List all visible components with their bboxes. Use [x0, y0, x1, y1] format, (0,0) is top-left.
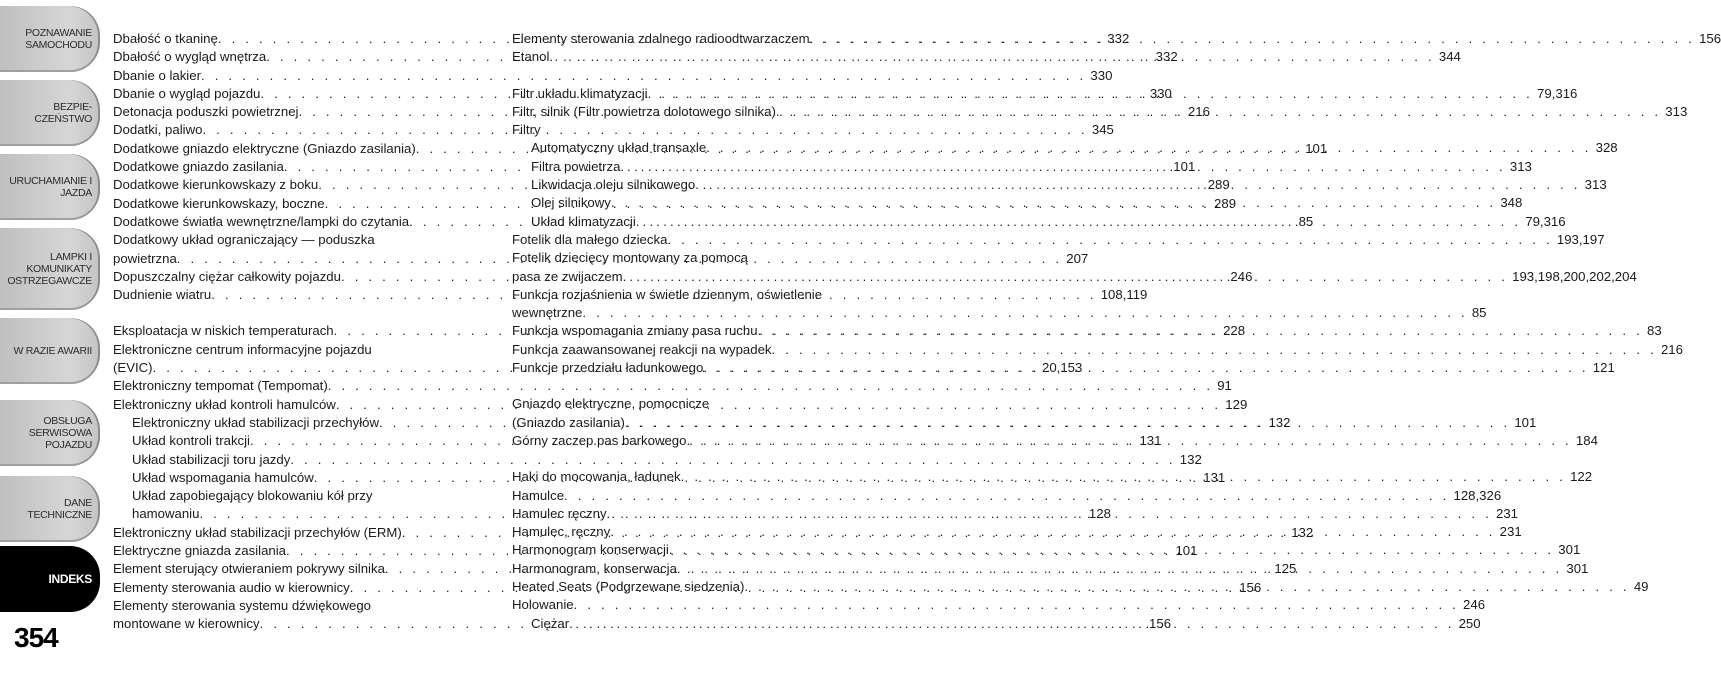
- index-term: Układ wspomagania hamulców: [132, 469, 314, 485]
- index-entry[interactable]: [113, 231, 493, 249]
- index-term: Filtra powietrza: [531, 158, 621, 174]
- index-page-ref[interactable]: 332: [1107, 31, 1130, 46]
- index-term: Dopuszczalny ciężar całkowity pojazdu: [113, 268, 341, 284]
- index-term: Elektroniczny układ stabilizacji przechyłów (ERM): [113, 524, 402, 540]
- index-entry[interactable]: [512, 596, 1486, 614]
- index-page-ref[interactable]: 121: [1592, 360, 1615, 376]
- dot-leader: [744, 578, 1629, 596]
- chapter-tab-label: LAMPKI I KOMUNIKATY OSTRZEGAWCZE: [7, 251, 92, 287]
- page-number: 354: [14, 622, 58, 653]
- index-term: Górny zaczep pas barkowego: [512, 432, 687, 448]
- index-entry[interactable]: [113, 487, 493, 505]
- dot-leader: [574, 596, 1459, 614]
- chapter-tab-label: INDEKS: [48, 572, 92, 586]
- section-gap: [512, 67, 892, 85]
- index-entry[interactable]: [113, 597, 493, 615]
- index-page-ref[interactable]: 131: [1139, 433, 1162, 449]
- index-page-ref[interactable]: 132: [1179, 451, 1202, 467]
- index-entry[interactable]: [113, 67, 1113, 85]
- index-entry[interactable]: [512, 249, 892, 267]
- dot-leader: [677, 560, 1562, 578]
- index-term: Dbałość o tkaninę: [113, 31, 218, 46]
- chapter-tab-2[interactable]: [0, 154, 100, 220]
- index-term: Układ stabilizacji toru jazdy: [132, 451, 291, 467]
- index-term: Fotelik dla małego dziecka: [512, 231, 668, 247]
- index-page-ref[interactable]: 313: [1584, 177, 1607, 193]
- index-term: Dodatki, paliwo: [113, 122, 203, 138]
- index-term: Dodatkowe gniazdo elektryczne (Gniazdo zasilania): [113, 140, 416, 156]
- index-term: (Gniazdo zasilania): [512, 414, 625, 430]
- index-term: Olej silnikowy: [531, 195, 611, 211]
- index-term: Filtr, silnik (Filtr powietrza dolotowego silnika): [512, 103, 776, 119]
- index-page-ref[interactable]: 313: [1509, 158, 1532, 174]
- index-term: Etanol: [512, 49, 550, 65]
- index-term: powietrzna: [113, 250, 177, 266]
- index-page-ref[interactable]: 216: [1187, 104, 1210, 120]
- index-term: Haki do mocowania, ładunek: [512, 469, 681, 485]
- index-term: Funkcja wspomagania zmiany pasa ruchu: [512, 323, 758, 339]
- index-entry[interactable]: [113, 451, 1202, 469]
- dot-leader: [776, 103, 1661, 121]
- index-term: Automatyczny układ transaxle: [531, 140, 707, 156]
- index-term: wewnętrzne: [512, 305, 583, 321]
- index-page-ref[interactable]: 125: [1274, 561, 1297, 577]
- index-term: Hamulec ręczny: [512, 505, 607, 521]
- index-term: Układ klimatyzacji: [531, 213, 636, 229]
- index-page-ref[interactable]: 207: [1066, 250, 1089, 266]
- dot-leader: [607, 505, 1492, 523]
- chapter-tab-label: URUCHAMIANIE I JAZDA: [9, 175, 92, 199]
- index-page-ref[interactable]: 83: [1647, 323, 1662, 339]
- index-term: Eksploatacja w niskich temperaturach: [113, 323, 334, 339]
- index-entry[interactable]: [512, 487, 1502, 505]
- index-term: Ciężar: [531, 615, 570, 631]
- index-entry[interactable]: [113, 341, 493, 359]
- index-page-ref[interactable]: 122: [1570, 469, 1593, 485]
- chapter-tab-6[interactable]: [0, 476, 100, 542]
- index-term: Dodatkowy układ ograniczający — poduszka: [113, 232, 375, 248]
- dot-leader: [625, 414, 1510, 432]
- index-term: pasa ze zwijaczem: [512, 268, 623, 284]
- chapter-tab-5[interactable]: [0, 400, 100, 466]
- index-term: Hamulec, ręczny: [512, 524, 611, 540]
- index-term: Hamulce: [512, 487, 565, 503]
- index-term: Harmonogram, konserwacja: [512, 560, 677, 576]
- index-term: Elektroniczny tempomat (Tempomat): [113, 378, 328, 394]
- index-page-ref[interactable]: 20,153: [1042, 360, 1083, 376]
- index-page-ref[interactable]: 193,198,200,202,204: [1512, 268, 1637, 284]
- section-gap: [113, 304, 493, 322]
- index-page-ref[interactable]: 156: [1699, 31, 1721, 46]
- index-entry[interactable]: [512, 341, 1683, 359]
- index-page-ref[interactable]: 85: [1298, 213, 1314, 229]
- dot-leader: [620, 158, 1505, 176]
- chapter-tab-3[interactable]: [0, 228, 100, 310]
- dot-leader: [667, 231, 1552, 249]
- chapter-tab-label: W RAZIE AWARII: [13, 345, 92, 357]
- index-page-ref[interactable]: 79,316: [1525, 213, 1566, 229]
- index-page-ref[interactable]: 246: [1463, 597, 1486, 613]
- index-entry[interactable]: [512, 395, 892, 413]
- index-page-ref[interactable]: 250: [1458, 615, 1481, 631]
- index-page-ref[interactable]: 128,326: [1453, 487, 1502, 503]
- dot-leader: [549, 48, 1434, 66]
- index-term: Funkcja zaawansowanej reakcji na wypadek: [512, 341, 772, 357]
- section-gap: [512, 377, 892, 395]
- index-page-ref[interactable]: 129: [1225, 396, 1248, 412]
- index-page-ref[interactable]: 108,119: [1100, 287, 1148, 303]
- index-term: Układ kontroli trakcji: [132, 433, 250, 449]
- index-term: Dodatkowe kierunkowskazy z boku: [113, 177, 319, 193]
- index-page-ref[interactable]: 332: [1155, 49, 1178, 65]
- index-page-ref[interactable]: 156: [1149, 616, 1172, 632]
- chapter-tab-4[interactable]: [0, 318, 100, 384]
- index-term: Elektryczne gniazda zasilania: [113, 543, 286, 559]
- chapter-tab-label: DANE TECHNICZNE: [27, 497, 92, 521]
- index-page-ref[interactable]: 131: [1203, 469, 1226, 485]
- index-page-ref[interactable]: 289: [1214, 195, 1237, 211]
- index-term: Fotelik dziecięcy montowany za pomocą: [512, 250, 749, 266]
- index-term: Filtry: [512, 122, 541, 138]
- index-page-ref[interactable]: 193,197: [1556, 231, 1605, 247]
- dot-leader: [611, 194, 1496, 212]
- index-page-ref[interactable]: 79,316: [1537, 85, 1578, 101]
- index-page-ref[interactable]: 49: [1633, 579, 1649, 595]
- index-term: Funkcja rozjaśnienia w świetle dziennym, oświetlenie: [512, 286, 823, 302]
- index-term: Detonacja poduszki powietrznej: [113, 104, 299, 120]
- index-term: montowane w kierownicy: [113, 616, 260, 632]
- index-entry[interactable]: [113, 377, 1232, 395]
- dot-leader: [758, 322, 1643, 340]
- dot-leader: [582, 304, 1467, 322]
- index-page-ref[interactable]: 128: [1088, 506, 1111, 522]
- index-page-ref[interactable]: 101: [1305, 140, 1328, 156]
- dot-leader: [703, 359, 1588, 377]
- index-term: Dodatkowe gniazdo zasilania: [113, 159, 284, 175]
- index-page-ref[interactable]: 348: [1500, 195, 1523, 211]
- index-page-ref[interactable]: 328: [1595, 140, 1618, 156]
- index-term: Element sterujący otwieraniem pokrywy silnika: [113, 561, 385, 577]
- dot-leader: [610, 523, 1495, 541]
- index-page-ref[interactable]: 313: [1665, 103, 1688, 119]
- index-term: Filtr układu klimatyzacji: [512, 85, 648, 101]
- index-term: Dbanie o lakier: [113, 67, 201, 83]
- index-page-ref[interactable]: 216: [1660, 341, 1683, 357]
- section-gap: [512, 450, 892, 468]
- index-entry[interactable]: [512, 304, 1487, 322]
- index-term: hamowaniu: [132, 506, 200, 522]
- index-page-ref[interactable]: 91: [1217, 378, 1232, 394]
- index-page-ref[interactable]: 228: [1223, 323, 1246, 339]
- index-term: Elementy sterowania systemu dźwiękowego: [113, 597, 372, 613]
- dot-leader: [686, 432, 1571, 450]
- index-page-ref[interactable]: 101: [1514, 414, 1537, 430]
- dot-leader: [706, 139, 1591, 157]
- index-page-ref[interactable]: 132: [1291, 524, 1314, 540]
- index-term: Dudnienie wiatru: [113, 287, 212, 303]
- index-term: Holowanie: [512, 597, 574, 613]
- index-page-ref[interactable]: 101: [1175, 543, 1198, 559]
- dot-leader: [569, 615, 1454, 633]
- index-term: Gniazdo elektryczne, pomocnicze: [512, 396, 710, 412]
- index-page-ref[interactable]: 231: [1499, 524, 1522, 540]
- index-term: Dbałość o wygląd wnętrza: [113, 49, 267, 65]
- index-term: Elementy sterowania zdalnego radioodtwarzaczem: [512, 31, 810, 46]
- dot-leader: [623, 268, 1508, 286]
- chapter-tab-0[interactable]: [0, 6, 100, 72]
- index-term: Układ zapobiegający blokowaniu kół przy: [132, 488, 373, 504]
- index-page-ref[interactable]: 156: [1239, 579, 1262, 595]
- dot-leader: [669, 541, 1554, 559]
- index-term: Elektroniczny układ stabilizacji przechyłów: [132, 414, 380, 430]
- chapter-tab-label: BEZPIE-CZEŃSTWO: [34, 101, 92, 125]
- index-page-ref[interactable]: 231: [1496, 505, 1519, 521]
- index-term: Elektroniczny układ kontroli hamulców: [113, 396, 336, 412]
- dot-leader: [810, 30, 1695, 48]
- chapter-tab-rail: [0, 0, 102, 678]
- index-page-ref[interactable]: 246: [1230, 268, 1253, 284]
- index-page-ref[interactable]: 184: [1575, 432, 1598, 448]
- index-term: Harmonogram konserwacji: [512, 542, 669, 558]
- chapter-tab-7[interactable]: [0, 546, 100, 612]
- index-term: Dodatkowe kierunkowskazy, boczne: [113, 195, 325, 211]
- index-entry[interactable]: [512, 231, 1605, 249]
- dot-leader: [695, 176, 1580, 194]
- dot-leader: [636, 213, 1521, 231]
- index-term: Funkcje przedziału ładunkowego: [512, 360, 704, 376]
- dot-leader: [772, 341, 1657, 359]
- index-page-ref[interactable]: 330: [1090, 67, 1113, 83]
- index-page-ref[interactable]: 85: [1471, 305, 1487, 321]
- index-page-ref[interactable]: 301: [1566, 560, 1589, 576]
- index-term: (EVIC): [113, 360, 153, 376]
- index-page-ref[interactable]: 345: [1091, 122, 1114, 138]
- index-term: Likwidacja oleju silnikowego: [531, 177, 696, 193]
- index-page-ref[interactable]: 301: [1558, 542, 1581, 558]
- dot-leader: [681, 468, 1566, 486]
- chapter-tab-1[interactable]: [0, 80, 100, 146]
- chapter-tab-label: OBSŁUGA SERWISOWA POJAZDU: [28, 415, 92, 451]
- index-entry[interactable]: [512, 286, 892, 304]
- dot-leader: [648, 85, 1533, 103]
- index-term: Elektroniczne centrum informacyjne pojazdu: [113, 341, 372, 357]
- index-page-ref[interactable]: 101: [1173, 159, 1196, 175]
- index-entry[interactable]: [512, 121, 892, 139]
- index-term: Dbanie o wygląd pojazdu: [113, 85, 261, 101]
- index-term: Elementy sterowania audio w kierownicy: [113, 579, 350, 595]
- index-page-ref[interactable]: 289: [1207, 177, 1230, 193]
- index-page-ref[interactable]: 330: [1149, 85, 1172, 101]
- chapter-tab-label: POZNAWANIE SAMOCHODU: [25, 27, 92, 51]
- index-page-ref[interactable]: 344: [1438, 49, 1461, 65]
- dot-leader: [564, 487, 1449, 505]
- index-page-ref[interactable]: 132: [1268, 414, 1291, 430]
- index-term: Heated Seats (Podgrzewane siedzenia): [512, 579, 745, 595]
- index-term: Dodatkowe światła wewnętrzne/lampki do czytania: [113, 213, 410, 229]
